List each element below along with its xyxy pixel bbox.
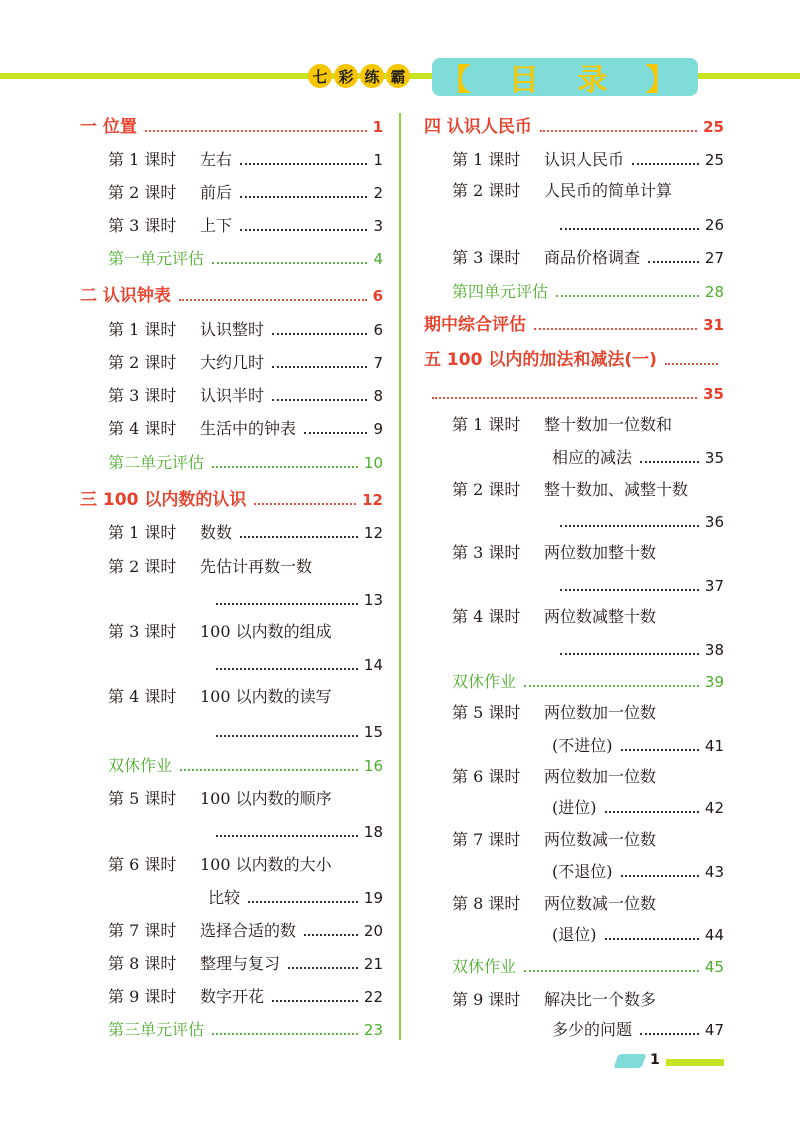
lesson-topic: 比较 bbox=[208, 888, 241, 907]
column-divider bbox=[399, 113, 401, 1040]
toc-lesson bbox=[108, 216, 383, 236]
dot-leader bbox=[254, 503, 356, 505]
toc-lesson-cont bbox=[552, 215, 724, 235]
entry-label: 三 100 以内数的认识 bbox=[80, 490, 247, 510]
toc-lesson-cont bbox=[552, 640, 724, 660]
toc-lesson-cont bbox=[208, 590, 383, 610]
dot-leader bbox=[212, 262, 367, 264]
toc-lesson bbox=[452, 830, 724, 850]
toc-assessment bbox=[108, 1020, 383, 1040]
lesson-topic: (退位) bbox=[552, 925, 597, 944]
dot-leader bbox=[272, 1000, 358, 1002]
page-ref: 45 bbox=[704, 958, 724, 976]
toc-lesson bbox=[108, 150, 383, 170]
lesson-topic: 人民币的简单计算 bbox=[544, 181, 673, 200]
lesson-number: 第 2 课时 bbox=[108, 183, 177, 202]
toc-lesson bbox=[452, 480, 724, 500]
toc-lesson bbox=[452, 703, 724, 723]
lesson-number: 第 8 课时 bbox=[452, 894, 521, 913]
toc-lesson-cont bbox=[552, 448, 724, 468]
dot-leader bbox=[648, 261, 699, 263]
dot-leader bbox=[288, 967, 358, 969]
page-ref: 35 bbox=[704, 449, 724, 467]
page-ref: 3 bbox=[373, 217, 383, 235]
page-ref: 26 bbox=[704, 216, 724, 234]
toc-unit-heading bbox=[80, 286, 383, 306]
page-title: 【 目 录 】 bbox=[440, 63, 690, 98]
page-ref: 10 bbox=[363, 454, 383, 472]
page-ref: 6 bbox=[373, 321, 383, 339]
dot-leader bbox=[540, 130, 697, 132]
toc-lesson bbox=[108, 320, 383, 340]
toc-lesson-cont bbox=[552, 576, 724, 596]
lesson-number: 第 5 课时 bbox=[452, 703, 521, 722]
toc-unit-heading bbox=[424, 117, 724, 137]
lesson-topic: 解决比一个数多 bbox=[544, 990, 657, 1009]
lesson-number: 第 4 课时 bbox=[108, 419, 177, 438]
toc-lesson bbox=[108, 789, 383, 809]
dot-leader bbox=[621, 875, 699, 877]
toc-lesson bbox=[452, 150, 724, 170]
toc-assessment bbox=[108, 249, 383, 269]
toc-lesson-cont bbox=[208, 888, 383, 908]
dot-leader bbox=[179, 299, 367, 301]
lesson-number: 第 8 课时 bbox=[108, 954, 177, 973]
entry-label: 双休作业 bbox=[108, 756, 173, 775]
lesson-topic: 两位数减一位数 bbox=[544, 830, 657, 849]
lesson-number: 第 7 课时 bbox=[108, 921, 177, 940]
lesson-topic: 认识整时 bbox=[200, 320, 265, 339]
page-ref: 14 bbox=[363, 656, 383, 674]
lesson-number: 第 3 课时 bbox=[452, 543, 521, 562]
page-ref: 27 bbox=[704, 249, 724, 267]
page-ref: 8 bbox=[373, 387, 383, 405]
lesson-number: 第 1 课时 bbox=[108, 150, 177, 169]
dot-leader bbox=[560, 228, 699, 230]
toc-lesson-cont bbox=[552, 1020, 724, 1040]
page-ref: 13 bbox=[363, 591, 383, 609]
dot-leader bbox=[216, 603, 358, 605]
toc-lesson bbox=[108, 386, 383, 406]
toc-unit-heading bbox=[80, 490, 383, 510]
entry-label: 第二单元评估 bbox=[108, 453, 205, 472]
entry-label: 第四单元评估 bbox=[452, 282, 549, 301]
dot-leader bbox=[605, 938, 699, 940]
toc-assessment bbox=[452, 957, 724, 977]
lesson-topic: 左右 bbox=[200, 150, 233, 169]
page-ref: 6 bbox=[372, 287, 383, 305]
brand-char: 练 bbox=[360, 64, 384, 88]
entry-label: 二 认识钟表 bbox=[80, 286, 171, 306]
dot-leader bbox=[524, 685, 699, 687]
toc-lesson-cont bbox=[208, 722, 383, 742]
page-ref: 1 bbox=[372, 118, 383, 136]
toc-lesson bbox=[452, 767, 724, 787]
toc-lesson-cont bbox=[552, 736, 724, 756]
lesson-topic: 两位数加一位数 bbox=[544, 767, 657, 786]
page-ref: 1 bbox=[373, 151, 383, 169]
page-ref: 20 bbox=[363, 922, 383, 940]
toc-lesson-cont bbox=[208, 822, 383, 842]
lesson-number: 第 1 课时 bbox=[108, 523, 177, 542]
lesson-topic: 选择合适的数 bbox=[200, 921, 297, 940]
page-ref: 23 bbox=[363, 1021, 383, 1039]
page-ref: 18 bbox=[363, 823, 383, 841]
toc-lesson bbox=[452, 248, 724, 268]
lesson-topic: 整十数加、减整十数 bbox=[544, 480, 689, 499]
lesson-topic: (不进位) bbox=[552, 736, 613, 755]
lesson-number: 第 4 课时 bbox=[452, 607, 521, 626]
dot-leader bbox=[640, 1033, 699, 1035]
toc-assessment bbox=[108, 453, 383, 473]
lesson-topic: 两位数减整十数 bbox=[544, 607, 657, 626]
dot-leader bbox=[216, 835, 358, 837]
page-ref: 7 bbox=[373, 354, 383, 372]
toc-unit-heading bbox=[80, 117, 383, 137]
page-ref: 16 bbox=[363, 757, 383, 775]
lesson-topic: 100 以内数的组成 bbox=[200, 622, 332, 641]
lesson-number: 第 9 课时 bbox=[452, 990, 521, 1009]
dot-leader bbox=[240, 229, 367, 231]
dot-leader bbox=[212, 466, 358, 468]
dot-leader bbox=[556, 295, 699, 297]
dot-leader bbox=[304, 934, 358, 936]
entry-label: 四 认识人民币 bbox=[424, 117, 532, 137]
brand-char: 彩 bbox=[334, 64, 358, 88]
entry-label: 第一单元评估 bbox=[108, 249, 205, 268]
toc-unit-heading bbox=[424, 350, 724, 370]
page-title-box bbox=[432, 58, 698, 96]
page-number: 1 bbox=[650, 1052, 660, 1068]
toc-assessment bbox=[452, 672, 724, 692]
lesson-topic: 上下 bbox=[200, 216, 233, 235]
page-ref: 19 bbox=[363, 889, 383, 907]
toc-lesson bbox=[452, 181, 724, 201]
toc-lesson bbox=[452, 607, 724, 627]
lesson-number: 第 5 课时 bbox=[108, 789, 177, 808]
page-ref: 36 bbox=[704, 513, 724, 531]
lesson-number: 第 1 课时 bbox=[452, 415, 521, 434]
toc-lesson bbox=[108, 855, 383, 875]
entry-label: 五 100 以内的加法和减法(一) bbox=[424, 350, 657, 370]
toc-lesson-cont bbox=[552, 862, 724, 882]
lesson-topic: 整理与复习 bbox=[200, 954, 281, 973]
lesson-topic: 先估计再数一数 bbox=[200, 557, 313, 576]
toc-lesson bbox=[108, 622, 383, 642]
page-ref: 25 bbox=[703, 118, 724, 136]
page-ref: 12 bbox=[362, 491, 383, 509]
lesson-topic: 整十数加一位数和 bbox=[544, 415, 673, 434]
entry-label: 一 位置 bbox=[80, 117, 137, 137]
page-ref: 22 bbox=[363, 988, 383, 1006]
lesson-topic: 相应的减法 bbox=[552, 448, 633, 467]
lesson-number: 第 2 课时 bbox=[108, 353, 177, 372]
entry-label: 双休作业 bbox=[452, 672, 517, 691]
page-ref: 2 bbox=[373, 184, 383, 202]
dot-leader bbox=[534, 328, 697, 330]
toc-lesson bbox=[452, 543, 724, 563]
brand-logo bbox=[308, 64, 410, 90]
lesson-topic: 生活中的钟表 bbox=[200, 419, 297, 438]
dot-leader bbox=[432, 397, 697, 399]
lesson-topic: 两位数减一位数 bbox=[544, 894, 657, 913]
toc-lesson bbox=[108, 353, 383, 373]
lesson-number: 第 2 课时 bbox=[108, 557, 177, 576]
toc-lesson-cont bbox=[208, 655, 383, 675]
page-ref: 38 bbox=[704, 641, 724, 659]
dot-leader bbox=[524, 970, 699, 972]
lesson-topic: 两位数加整十数 bbox=[544, 543, 657, 562]
lesson-number: 第 1 课时 bbox=[452, 150, 521, 169]
dot-leader bbox=[272, 366, 367, 368]
page-ref: 12 bbox=[363, 524, 383, 542]
toc-lesson bbox=[108, 687, 383, 707]
brand-char: 七 bbox=[308, 64, 332, 88]
toc-lesson bbox=[108, 954, 383, 974]
page-ref: 42 bbox=[704, 799, 724, 817]
toc-lesson bbox=[452, 415, 724, 435]
lesson-number: 第 3 课时 bbox=[108, 216, 177, 235]
page-ref: 41 bbox=[704, 737, 724, 755]
page-ref: 43 bbox=[704, 863, 724, 881]
lesson-topic: 多少的问题 bbox=[552, 1020, 633, 1039]
toc-lesson bbox=[108, 419, 383, 439]
footer-rule bbox=[666, 1059, 724, 1066]
page-ref: 47 bbox=[704, 1021, 724, 1039]
toc-lesson bbox=[108, 557, 383, 577]
dot-leader bbox=[212, 1033, 358, 1035]
lesson-number: 第 2 课时 bbox=[452, 480, 521, 499]
lesson-topic: 前后 bbox=[200, 183, 233, 202]
page-ref: 39 bbox=[704, 673, 724, 691]
page-ref: 25 bbox=[704, 151, 724, 169]
lesson-number: 第 2 课时 bbox=[452, 181, 521, 200]
lesson-number: 第 3 课时 bbox=[452, 248, 521, 267]
lesson-topic: (进位) bbox=[552, 798, 597, 817]
toc-lesson bbox=[108, 523, 383, 543]
dot-leader bbox=[248, 901, 358, 903]
dot-leader bbox=[240, 536, 358, 538]
toc-lesson-cont bbox=[552, 925, 724, 945]
lesson-topic: 数数 bbox=[200, 523, 233, 542]
lesson-topic: 100 以内数的顺序 bbox=[200, 789, 332, 808]
lesson-number: 第 6 课时 bbox=[108, 855, 177, 874]
lesson-topic: 两位数加一位数 bbox=[544, 703, 657, 722]
toc-lesson-cont bbox=[552, 512, 724, 532]
page-ref: 4 bbox=[373, 250, 383, 268]
dot-leader bbox=[216, 735, 358, 737]
lesson-number: 第 3 课时 bbox=[108, 386, 177, 405]
dot-leader bbox=[180, 769, 358, 771]
lesson-topic: 数字开花 bbox=[200, 987, 265, 1006]
toc-unit-heading bbox=[424, 315, 724, 335]
lesson-number: 第 7 课时 bbox=[452, 830, 521, 849]
toc-lesson bbox=[108, 987, 383, 1007]
dot-leader bbox=[621, 749, 699, 751]
dot-leader bbox=[560, 589, 699, 591]
dot-leader bbox=[240, 196, 367, 198]
page-ref: 21 bbox=[363, 955, 383, 973]
brand-char: 霸 bbox=[386, 64, 410, 88]
page-tab-icon bbox=[613, 1054, 646, 1068]
dot-leader bbox=[272, 399, 367, 401]
dot-leader bbox=[560, 653, 699, 655]
page-ref: 31 bbox=[703, 316, 724, 334]
page-ref: 28 bbox=[704, 283, 724, 301]
toc-lesson bbox=[108, 183, 383, 203]
toc-unit-heading-cont bbox=[424, 384, 724, 404]
dot-leader bbox=[605, 811, 699, 813]
dot-leader bbox=[665, 363, 718, 365]
lesson-topic: 100 以内数的大小 bbox=[200, 855, 332, 874]
toc-lesson bbox=[108, 921, 383, 941]
toc-assessment bbox=[108, 756, 383, 776]
dot-leader bbox=[240, 163, 367, 165]
toc-lesson bbox=[452, 990, 724, 1010]
lesson-number: 第 9 课时 bbox=[108, 987, 177, 1006]
lesson-topic: (不退位) bbox=[552, 862, 613, 881]
toc-assessment bbox=[452, 282, 724, 302]
dot-leader bbox=[216, 668, 358, 670]
page-ref: 37 bbox=[704, 577, 724, 595]
dot-leader bbox=[560, 525, 699, 527]
lesson-topic: 大约几时 bbox=[200, 353, 265, 372]
lesson-number: 第 4 课时 bbox=[108, 687, 177, 706]
page-ref: 9 bbox=[373, 420, 383, 438]
dot-leader bbox=[145, 130, 367, 132]
dot-leader bbox=[640, 461, 699, 463]
entry-label: 双休作业 bbox=[452, 957, 517, 976]
entry-label: 第三单元评估 bbox=[108, 1020, 205, 1039]
toc-lesson-cont bbox=[552, 798, 724, 818]
dot-leader bbox=[304, 432, 367, 434]
lesson-number: 第 1 课时 bbox=[108, 320, 177, 339]
page-ref: 35 bbox=[703, 385, 724, 403]
lesson-topic: 认识半时 bbox=[200, 386, 265, 405]
lesson-topic: 100 以内数的读写 bbox=[200, 687, 332, 706]
dot-leader bbox=[272, 333, 367, 335]
lesson-topic: 商品价格调查 bbox=[544, 248, 641, 267]
toc-lesson bbox=[452, 894, 724, 914]
entry-label: 期中综合评估 bbox=[424, 315, 526, 335]
dot-leader bbox=[632, 163, 699, 165]
lesson-number: 第 6 课时 bbox=[452, 767, 521, 786]
page-ref: 15 bbox=[363, 723, 383, 741]
lesson-topic: 认识人民币 bbox=[544, 150, 625, 169]
lesson-number: 第 3 课时 bbox=[108, 622, 177, 641]
page-ref: 44 bbox=[704, 926, 724, 944]
